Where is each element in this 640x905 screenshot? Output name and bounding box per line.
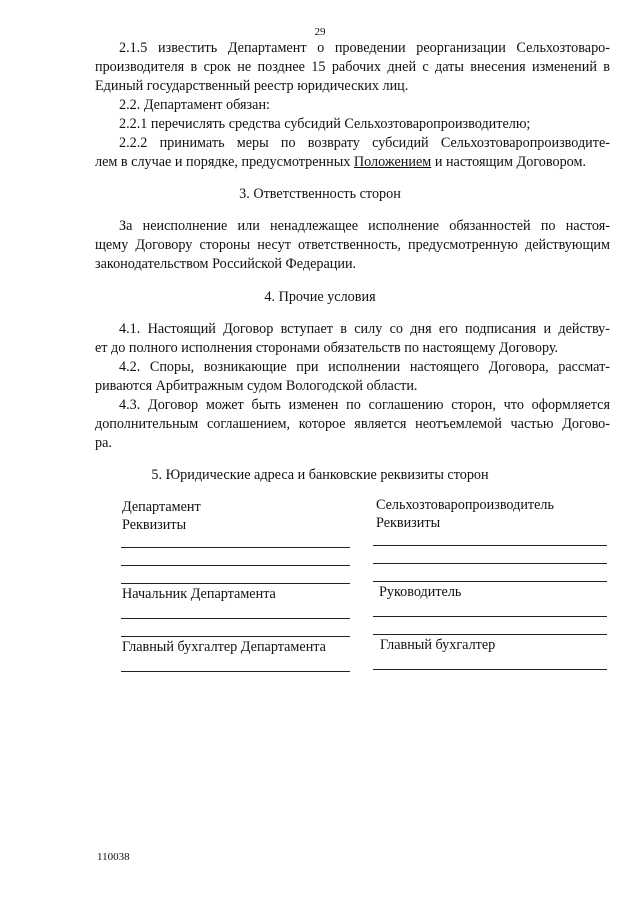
right-requisites-line-1 — [373, 545, 607, 546]
clause-2-2-2-text-b: и настоящим Договором. — [431, 154, 587, 170]
left-accountant-line — [121, 671, 350, 672]
left-requisites-line-2 — [121, 565, 350, 566]
section-4-line-7: ра. — [95, 435, 112, 451]
left-requisites-label: Реквизиты — [122, 517, 187, 533]
left-requisites-line-3 — [121, 583, 350, 584]
section-4-line-1: 4.1. Настоящий Договор вступает в силу со дня его подписания и действу- — [119, 321, 610, 337]
clause-2-1-5-line-1: 2.1.5 известить Департамент о проведении реорганизации Сельхозтоваро- — [119, 40, 610, 56]
regulation-link[interactable]: Положением — [353, 154, 432, 170]
page-number: 29 — [314, 26, 326, 38]
clause-2-2-2-line-1: 2.2.2 принимать меры по возврату субсидий Сельхозтоваропроизводите- — [119, 135, 610, 151]
left-requisites-line-1 — [121, 547, 350, 548]
left-head-line-2 — [121, 636, 350, 637]
right-accountant-line — [373, 669, 607, 670]
right-requisites-line-2 — [373, 563, 607, 564]
right-party-name: Сельхозтоваропроизводитель — [376, 497, 554, 513]
clause-2-2-1: 2.2.1 перечислять средства субсидий Сельхозтоваропроизводителю; — [119, 116, 531, 132]
section-3-line-3: законодательством Российской Федерации. — [95, 256, 357, 272]
section-3-heading: 3. Ответственность сторон — [239, 186, 401, 202]
clause-2-2-2-text-a: лем в случае и порядке, предусмотренных — [95, 154, 354, 170]
left-head-label: Начальник Департамента — [122, 586, 276, 602]
section-4-line-3: 4.2. Споры, возникающие при исполнении настоящего Договора, рассмат- — [119, 359, 610, 375]
right-head-line-2 — [373, 634, 607, 635]
section-4-line-4: риваются Арбитражным судом Вологодской области. — [95, 378, 418, 394]
section-5-heading: 5. Юридические адреса и банковские реквизиты сторон — [151, 467, 489, 483]
left-head-line-1 — [121, 618, 350, 619]
clause-2-2: 2.2. Департамент обязан: — [119, 97, 270, 113]
left-accountant-label: Главный бухгалтер Департамента — [122, 639, 326, 655]
section-4-line-2: ет до полного исполнения сторонами обязательств по настоящему Договору. — [95, 340, 559, 356]
right-requisites-label: Реквизиты — [376, 515, 441, 531]
clause-2-2-2-line-2 — [95, 154, 610, 171]
right-accountant-label: Главный бухгалтер — [380, 637, 496, 653]
right-head-label: Руководитель — [379, 584, 462, 600]
clause-2-1-5-line-2: производителя в срок не позднее 15 рабочих дней с даты внесения изменений в — [95, 59, 610, 75]
left-party-name: Департамент — [122, 499, 201, 515]
right-head-line-1 — [373, 616, 607, 617]
section-4-line-6: дополнительным соглашением, которое является неотъемлемой частью Догово- — [95, 416, 610, 432]
section-3-line-1: За неисполнение или ненадлежащее исполнение обязанностей по настоя- — [119, 218, 610, 234]
footer-code: 110038 — [97, 851, 130, 863]
clause-2-1-5-line-3: Единый государственный реестр юридических лиц. — [95, 78, 409, 94]
section-4-heading: 4. Прочие условия — [264, 289, 376, 305]
section-3-line-2: щему Договору стороны несут ответственность, предусмотренную действующим — [95, 237, 610, 253]
section-4-line-5: 4.3. Договор может быть изменен по соглашению сторон, что оформляется — [119, 397, 610, 413]
right-requisites-line-3 — [373, 581, 607, 582]
